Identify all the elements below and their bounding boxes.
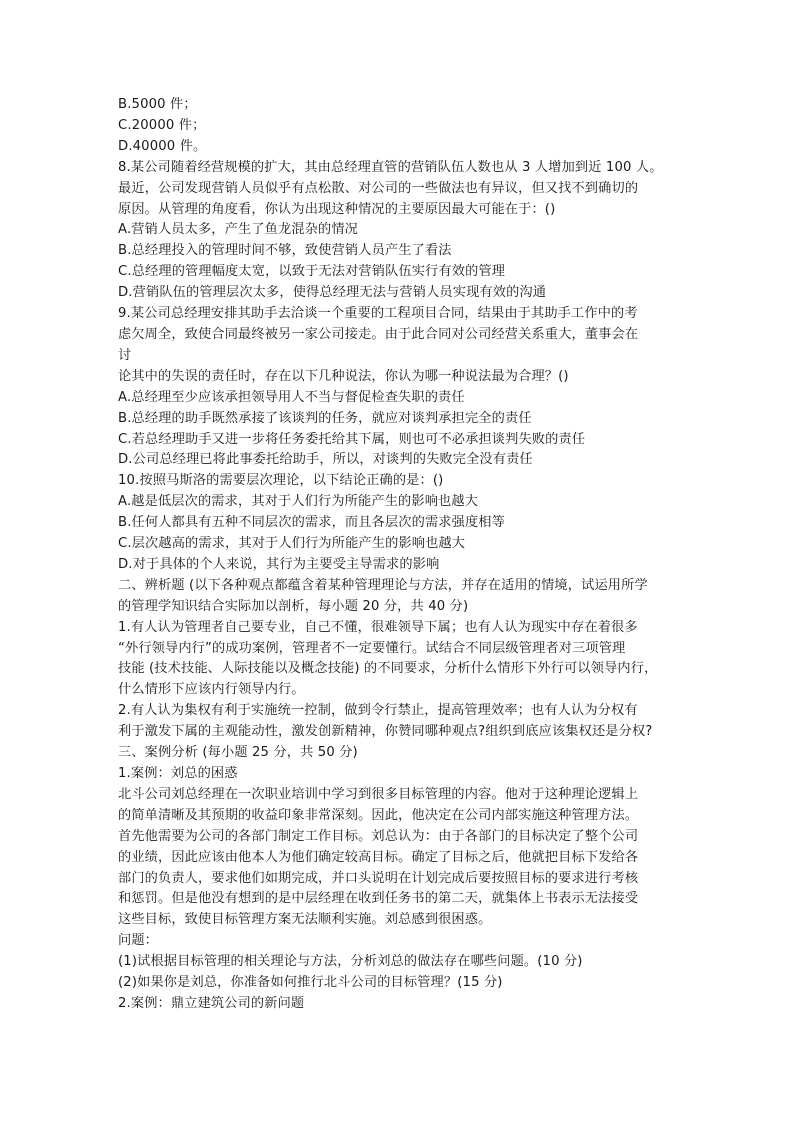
question-9-option-b: B.总经理的助手既然承接了该谈判的任务，就应对谈判承担完全的责任 bbox=[118, 410, 532, 426]
case-1-title: 1.案例：刘总的困惑 bbox=[118, 766, 238, 781]
section-2-heading-line-1: 二、辨析题 (以下各种观点都蕴含着某种管理理论与方法，并存在适用的情境，试运用所学 bbox=[118, 577, 648, 593]
document-page bbox=[118, 95, 690, 1015]
case-1-paragraph-line-7: 这些目标，致使目标管理方案无法顺利实施。刘总感到很困惑。 bbox=[118, 912, 492, 928]
case-1-question-2: (2)如果你是刘总，你准备如何推行北斗公司的目标管理？(15 分) bbox=[118, 975, 503, 991]
question-9-line-4: 论其中的失误的责任时，存在以下几种说法，你认为哪一种说法最为合理？() bbox=[118, 368, 569, 384]
question-8-line-3: 原因。从管理的角度看，你认为出现这种情况的主要原因最大可能在于：() bbox=[118, 201, 556, 217]
question-9-option-c: C.若总经理助手又进一步将任务委托给其下属，则也可不必承担谈判失败的责任 bbox=[118, 431, 586, 447]
question-10-option-a: A.越是低层次的需求，其对于人们行为所能产生的影响也越大 bbox=[118, 494, 479, 510]
section-2-heading-line-2: 的管理学知识结合实际加以剖析，每小题 20 分，共 40 分) bbox=[118, 598, 469, 614]
section-3-heading: 三、案例分析 (每小题 25 分，共 50 分) bbox=[118, 745, 358, 761]
discussion-2-line-1: 2.有人认为集权有利于实施统一控制，做到令行禁止，提高管理效率；也有人认为分权有 bbox=[118, 703, 638, 719]
question-8-line-1: 8.某公司随着经营规模的扩大，其由总经理直管的营销队伍人数也从 3 人增加到近 100 人。 bbox=[118, 159, 663, 175]
discussion-1-line-3: 技能 (技术技能、人际技能以及概念技能) 的不同要求，分析什么情形下外行可以领导内行， bbox=[118, 661, 658, 677]
case-2-title: 2.案例：鼎立建筑公司的新问题 bbox=[118, 995, 305, 1011]
question-8-line-2: 最近，公司发现营销人员似乎有点松散、对公司的一些做法也有异议，但又找不到确切的 bbox=[118, 180, 639, 196]
question-9-option-d: D.公司总经理已将此事委托给助手，所以，对谈判的失败完全没有责任 bbox=[118, 452, 533, 468]
case-1-paragraph-line-3: 首先他需要为公司的各部门制定工作目标。刘总认为：由于各部门的目标决定了整个公司 bbox=[118, 828, 639, 844]
option-d-line: D.40000 件。 bbox=[118, 138, 207, 154]
question-8-option-b: B.总经理投入的管理时间不够，致使营销人员产生了看法 bbox=[118, 243, 452, 259]
question-8-option-d: D.营销队伍的管理层次太多，使得总经理无法与营销人员实现有效的沟通 bbox=[118, 285, 547, 301]
case-1-paragraph-line-1: 北斗公司刘总经理在一次职业培训中学习到很多目标管理的内容。他对于这种理论逻辑上 bbox=[118, 786, 639, 802]
question-9-option-a: A.总经理至少应该承担领导用人不当与督促检查失职的责任 bbox=[118, 389, 465, 405]
question-10-option-c: C.层次越高的需求，其对于人们行为所能产生的影响也越大 bbox=[118, 536, 466, 552]
question-9-line-3: 讨 bbox=[118, 347, 132, 363]
question-9-line-2: 虑欠周全，致使合同最终被另一家公司接走。由于此合同对公司经营关系重大，董事会在 bbox=[118, 326, 639, 342]
question-8-option-a: A.营销人员太多，产生了鱼龙混杂的情况 bbox=[118, 222, 359, 238]
discussion-2-line-2: 利于激发下属的主观能动性，激发创新精神，你赞同哪种观点?组织到底应该集权还是分权? bbox=[118, 724, 653, 740]
option-c-line: C.20000 件； bbox=[118, 117, 206, 133]
case-1-paragraph-line-6: 和惩罚。但是他没有想到的是中层经理在收到任务书的第二天，就集体上书表示无法接受 bbox=[118, 891, 639, 907]
case-1-paragraph-line-5: 部门的负责人，要求他们如期完成，并口头说明在计划完成后要按照目标的要求进行考核 bbox=[118, 870, 639, 886]
question-10-line-1: 10.按照马斯洛的需要层次理论，以下结论正确的是：() bbox=[118, 473, 444, 489]
case-1-question-1: (1)试根据目标管理的相关理论与方法，分析刘总的做法存在哪些问题。(10 分) bbox=[118, 954, 583, 970]
discussion-1-line-2: “外行领导内行”的成功案例，管理者不一定要懂行。试结合不同层级管理者对三项管理 bbox=[118, 640, 626, 656]
case-1-questions-label: 问题： bbox=[118, 933, 159, 949]
question-10-option-d: D.对于具体的个人来说，其行为主要受主导需求的影响 bbox=[118, 556, 440, 572]
discussion-1-line-4: 什么情形下应该内行领导内行。 bbox=[118, 682, 305, 698]
question-10-option-b: B.任何人都具有五种不同层次的需求，而且各层次的需求强度相等 bbox=[118, 515, 505, 531]
question-8-option-c: C.总经理的管理幅度太宽，以致于无法对营销队伍实行有效的管理 bbox=[118, 264, 506, 280]
case-1-paragraph-line-2: 的简单清晰及其预期的收益印象非常深刻。因此，他决定在公司内部实施这种管理方法。 bbox=[118, 807, 639, 823]
case-1-paragraph-line-4: 的业绩，因此应该由他本人为他们确定较高目标。确定了目标之后，他就把目标下发给各 bbox=[118, 849, 639, 865]
option-b-line: B.5000 件； bbox=[118, 97, 197, 112]
question-9-line-1: 9.某公司总经理安排其助手去洽谈一个重要的工程项目合同，结果由于其助手工作中的考 bbox=[118, 306, 638, 322]
discussion-1-line-1: 1.有人认为管理者自己要专业，自己不懂，很难领导下属；也有人认为现实中存在着很多 bbox=[118, 619, 638, 635]
